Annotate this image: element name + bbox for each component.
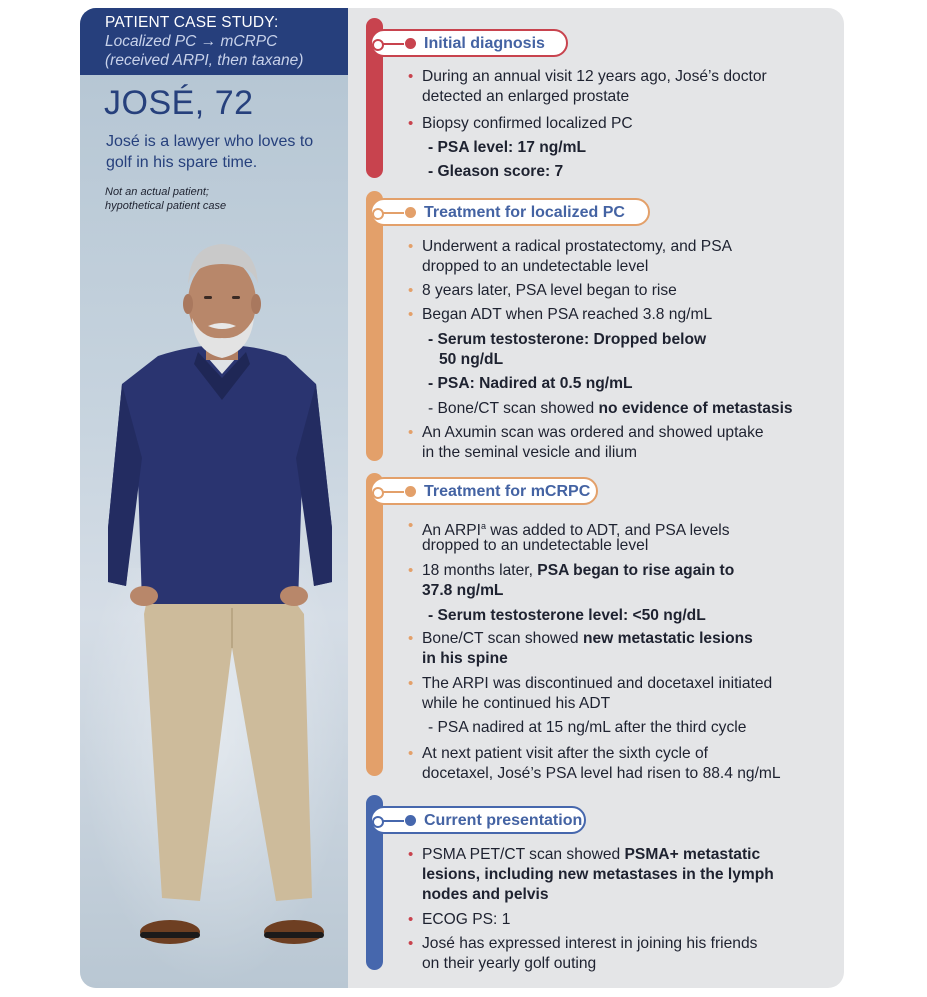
- list-item-continuation: [422, 649, 508, 669]
- item-text-bold: lesions, including new metastases in the lymph: [422, 866, 774, 883]
- item-text-bold: new metastatic lesions: [582, 630, 753, 647]
- list-item: [408, 910, 511, 930]
- bullet-icon: •: [408, 424, 414, 441]
- sub-item-continuation: 50 ng/dL: [439, 351, 504, 368]
- timeline-dot-icon: [405, 38, 416, 49]
- sub-item: [428, 399, 793, 419]
- patient-description-line1: José is a lawyer who loves to: [106, 133, 314, 150]
- timeline-ring-icon: [372, 208, 384, 220]
- item-text: Biopsy confirmed localized PC: [422, 115, 633, 132]
- list-item: [408, 114, 633, 134]
- bullet-icon: •: [408, 68, 414, 85]
- item-text: docetaxel, José’s PSA level had risen to 88.4 ng/mL: [422, 765, 781, 782]
- timeline-connector: [382, 820, 404, 822]
- left-hand: [130, 586, 158, 606]
- patient-name: JOSÉ, 72: [104, 84, 254, 122]
- item-text: Bone/CT scan showed: [422, 630, 583, 647]
- list-item-continuation: [422, 885, 549, 905]
- section-title-current-presentation: [370, 806, 586, 834]
- list-item: [408, 629, 753, 649]
- footnote-marker: a: [480, 521, 486, 531]
- list-item-continuation: [422, 581, 503, 601]
- list-item-continuation: [422, 865, 774, 885]
- list-item: [408, 423, 764, 443]
- bullet-icon: •: [408, 675, 414, 692]
- section-title-text: Current presentation: [424, 812, 583, 829]
- list-item: [408, 845, 761, 865]
- list-item: [408, 305, 713, 325]
- item-text: At next patient visit after the sixth cycle of: [422, 745, 709, 762]
- right-hand: [280, 586, 308, 606]
- item-text: During an annual visit 12 years ago, José’s doctor: [422, 68, 767, 85]
- item-text: dropped to an undetectable level: [422, 258, 649, 275]
- list-item: [408, 67, 767, 87]
- bullet-icon: •: [408, 517, 414, 534]
- case-pathway: Localized PC → mCRPC: [105, 33, 278, 50]
- section-bar-mcrpc-treatment: [366, 473, 383, 776]
- case-study-label: PATIENT CASE STUDY:: [105, 14, 279, 31]
- bullet-icon: •: [408, 306, 414, 323]
- timeline-ring-icon: [372, 39, 384, 51]
- list-item-continuation: [422, 694, 610, 714]
- item-text-bold: PSA began to rise again to: [537, 562, 735, 579]
- item-text: José has expressed interest in joining his friends: [422, 935, 758, 952]
- trousers: [144, 576, 312, 901]
- item-text: - Bone/CT scan showed: [428, 400, 599, 417]
- item-text: was added to ADT, and PSA levels: [485, 522, 730, 540]
- item-text-bold: in his spine: [422, 650, 508, 667]
- item-text: detected an enlarged prostate: [422, 88, 630, 105]
- bullet-icon: •: [408, 115, 414, 132]
- list-item: [408, 674, 773, 694]
- bullet-icon: •: [408, 745, 414, 762]
- bullet-icon: •: [408, 911, 414, 928]
- section-title-localized-treatment: [370, 198, 650, 226]
- list-item-continuation: [422, 257, 648, 277]
- item-text: An Axumin scan was ordered and showed uptake: [422, 424, 764, 441]
- item-text: Began ADT when PSA reached 3.8 ng/mL: [422, 306, 713, 323]
- list-item: [408, 744, 709, 764]
- item-text-bold: 37.8 ng/mL: [422, 582, 504, 599]
- patient-profile-panel: [80, 8, 348, 988]
- section-title-text: Initial diagnosis: [424, 35, 545, 52]
- section-title-text: Treatment for mCRPC: [424, 483, 591, 500]
- sub-item: - Serum testosterone: Dropped below: [428, 331, 707, 348]
- timeline-dot-icon: [405, 486, 416, 497]
- ear-left: [183, 294, 193, 314]
- sub-item: - Serum testosterone level: <50 ng/dL: [428, 607, 706, 624]
- item-text: ECOG PS: 1: [422, 911, 511, 928]
- item-text: in the seminal vesicle and ilium: [422, 444, 637, 461]
- item-text: while he continued his ADT: [422, 695, 611, 712]
- bullet-icon: •: [408, 630, 414, 647]
- item-text: dropped to an undetectable level: [422, 537, 649, 554]
- item-text-bold: no evidence of metastasis: [598, 400, 793, 417]
- section-title-text: Treatment for localized PC: [424, 204, 625, 221]
- item-text: Underwent a radical prostatectomy, and PSA: [422, 238, 733, 255]
- list-item-continuation: [422, 764, 781, 784]
- list-item: [408, 934, 758, 954]
- item-text-bold: nodes and pelvis: [422, 886, 549, 903]
- list-item-continuation: [422, 954, 596, 974]
- timeline-ring-icon: [372, 816, 384, 828]
- case-study-card: [80, 8, 844, 988]
- timeline-connector: [382, 212, 404, 214]
- sub-item: - PSA nadired at 15 ng/mL after the third cycle: [428, 719, 747, 736]
- bullet-icon: •: [408, 238, 414, 255]
- timeline-connector: [382, 43, 404, 45]
- timeline-dot-icon: [405, 207, 416, 218]
- timeline-dot-icon: [405, 815, 416, 826]
- disclaimer-line1: Not an actual patient;: [105, 186, 209, 198]
- item-text: An ARPI: [422, 522, 481, 540]
- item-text-bold: PSMA+ metastatic: [624, 846, 761, 863]
- ear-right: [251, 294, 261, 314]
- item-text: on their yearly golf outing: [422, 955, 597, 972]
- bullet-icon: •: [408, 282, 414, 299]
- sub-item: - PSA: Nadired at 0.5 ng/mL: [428, 375, 633, 392]
- bullet-icon: •: [408, 935, 414, 952]
- patient-description-line2: golf in his spare time.: [106, 154, 258, 171]
- item-text: PSMA PET/CT scan showed: [422, 846, 625, 863]
- item-text: 18 months later,: [422, 562, 538, 579]
- item-text: 8 years later, PSA level began to rise: [422, 282, 677, 299]
- disclaimer-line2: hypothetical patient case: [105, 200, 227, 212]
- timeline-connector: [382, 491, 404, 493]
- item-text: The ARPI was discontinued and docetaxel initiated: [422, 675, 773, 692]
- bullet-icon: •: [408, 846, 414, 863]
- bullet-icon: •: [408, 562, 414, 579]
- list-item-continuation: [422, 443, 637, 463]
- list-item-continuation: [422, 87, 629, 107]
- timeline-ring-icon: [372, 487, 384, 499]
- list-item: [408, 561, 735, 581]
- case-study-header: [80, 8, 348, 75]
- sub-item: - PSA level: 17 ng/mL: [428, 139, 587, 156]
- section-bar-localized-treatment: [366, 191, 383, 461]
- timeline-panel: [348, 8, 844, 988]
- sub-item: - Gleason score: 7: [428, 163, 564, 180]
- list-item: [408, 281, 677, 301]
- case-treatment-note: (received ARPI, then taxane): [105, 52, 304, 69]
- list-item-continuation: [422, 536, 648, 556]
- section-title-initial-diagnosis: [370, 29, 568, 57]
- list-item: [408, 237, 733, 257]
- section-title-mcrpc-treatment: [370, 477, 598, 505]
